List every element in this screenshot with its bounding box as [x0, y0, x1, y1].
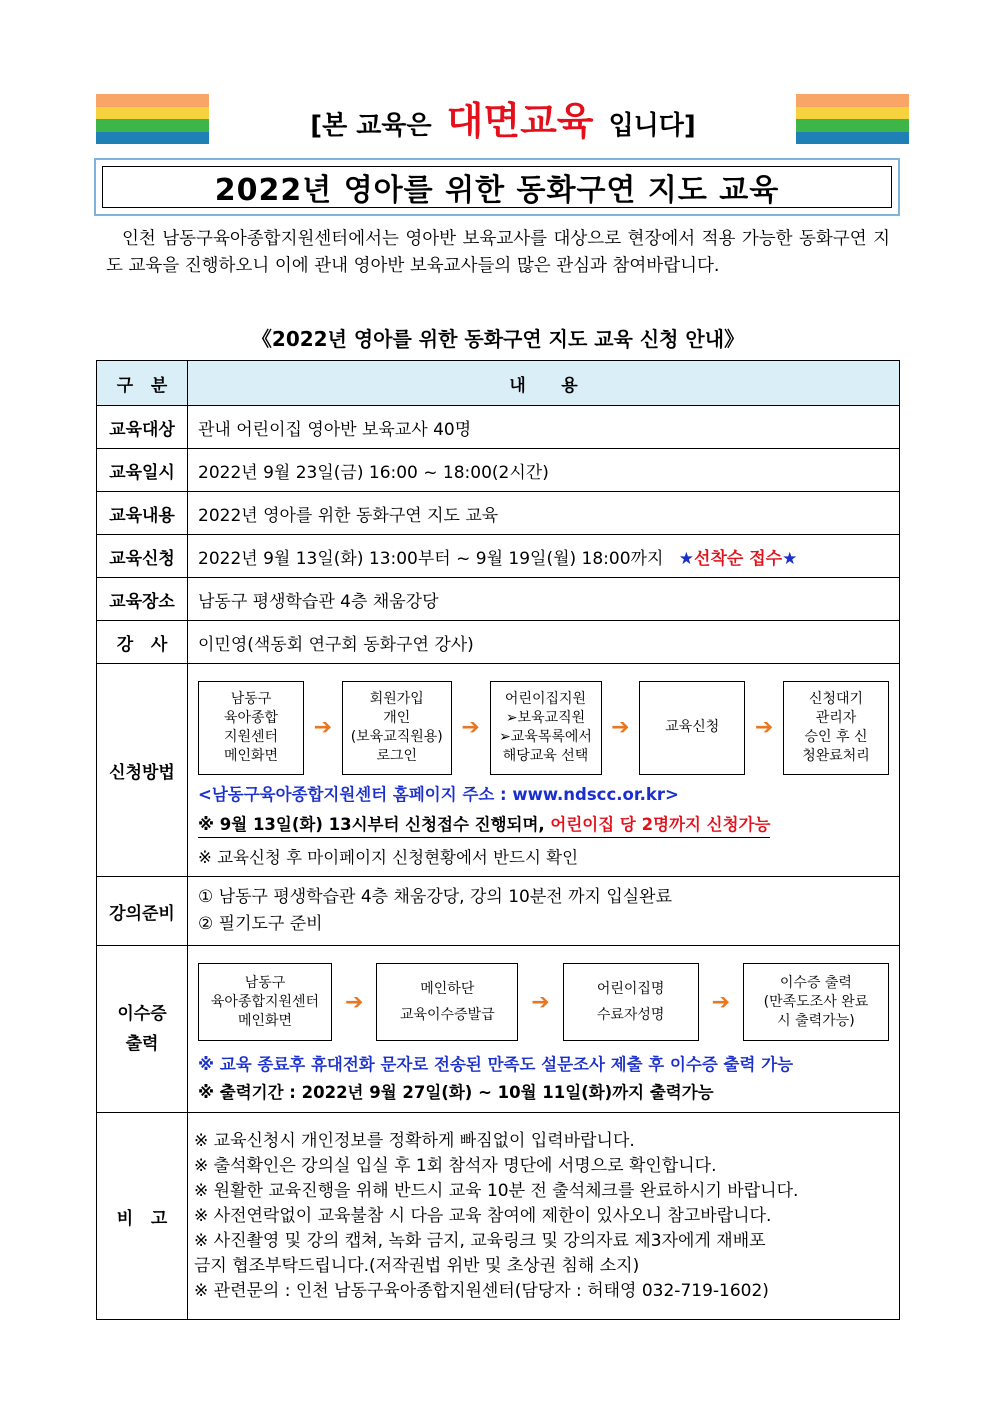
row-value-method	[188, 664, 900, 877]
first-come-badge: 선착순 접수	[694, 548, 783, 569]
header-content: 내 용	[188, 361, 900, 406]
remark-item: 금지 협조부탁드립니다.(저작권법 위반 및 초상권 침해 소지)	[194, 1255, 640, 1276]
table-row	[97, 449, 900, 492]
apply-flow	[198, 681, 889, 775]
table-row	[97, 578, 900, 621]
title-box	[94, 158, 900, 216]
apply-period: 2022년 9월 13일(화) 13:00부터 ~ 9월 19일(월) 18:00까지	[198, 548, 664, 569]
flow-step: 회원가입 개인 (보육교직원용) 로그인	[342, 681, 452, 775]
row-value-date: 2022년 9월 23일(금) 16:00 ~ 18:00(2시간)	[188, 449, 900, 492]
row-value-lecturer: 이민영(색동회 연구회 동화구연 강사)	[188, 621, 900, 664]
arrow-right-icon: ➔	[313, 715, 333, 740]
row-value-prep	[188, 877, 900, 946]
table-row	[97, 406, 900, 449]
remark-item: ※ 출석확인은 강의실 입실 후 1회 참석자 명단에 서명으로 확인합니다.	[194, 1155, 717, 1176]
table-row	[97, 946, 900, 1113]
apply-notice: ※ 9월 13일(화) 13시부터 신청접수 진행되며, 어린이집 당 2명까지 신청가능	[198, 811, 770, 838]
arrow-right-icon: ➔	[531, 989, 550, 1015]
cert-flow	[198, 963, 889, 1041]
row-value-place: 남동구 평생학습관 4층 채움강당	[188, 578, 900, 621]
table-row	[97, 664, 900, 877]
star-icon: ★	[678, 548, 695, 569]
face-to-face-banner	[210, 96, 796, 151]
arrow-right-icon: ➔	[711, 989, 730, 1015]
arrow-right-icon: ➔	[611, 715, 630, 740]
remark-item: ※ 교육신청시 개인정보를 정확하게 빠짐없이 입력바랍니다.	[194, 1130, 635, 1151]
row-label-method: 신청방법	[97, 664, 188, 877]
row-value-remarks	[188, 1113, 900, 1320]
table-header-row	[97, 361, 900, 406]
table-row	[97, 1113, 900, 1320]
decorative-stripes-right	[796, 94, 909, 144]
table-row	[97, 621, 900, 664]
row-value-content: 2022년 영아를 위한 동화구연 지도 교육	[188, 492, 900, 535]
arrow-right-icon: ➔	[461, 715, 480, 740]
info-table	[96, 360, 900, 1320]
table-row	[97, 492, 900, 535]
row-label-lecturer: 강 사	[97, 621, 188, 664]
row-value-target: 관내 어린이집 영아반 보육교사 40명	[188, 406, 900, 449]
flow-step: 교육신청	[639, 681, 745, 775]
cert-period-note: ※ 출력기간 : 2022년 9월 27일(화) ~ 10월 11일(화)까지 출력가능	[198, 1083, 714, 1102]
prep-item: ② 필기도구 준비	[198, 914, 323, 934]
remark-item: ※ 사진촬영 및 강의 캡쳐, 녹화 금지, 교육링크 및 강의자료 제3자에게 재배포	[194, 1230, 766, 1251]
flow-step: 어린이집지원 ➢보육교직원 ➢교육목록에서 해당교육 선택	[490, 681, 602, 775]
intro-paragraph	[106, 226, 890, 280]
row-label-remarks: 비 고	[97, 1113, 188, 1320]
row-value-cert	[188, 946, 900, 1113]
star-icon: ★	[782, 548, 798, 569]
header-category: 구 분	[97, 361, 188, 406]
remark-item: ※ 관련문의 : 인천 남동구육아종합지원센터(담당자 : 허태영 032-719-1602)	[194, 1280, 769, 1301]
flow-step: 신청대기 관리자 승인 후 신 청완료처리	[783, 681, 889, 775]
row-label-target: 교육대상	[97, 406, 188, 449]
row-value-apply	[188, 535, 900, 578]
section-subtitle: 《2022년 영아를 위한 동화구연 지도 교육 신청 안내》	[251, 327, 745, 351]
homepage-address: <남동구육아종합지원센터 홈페이지 주소 : www.ndscc.or.kr>	[198, 784, 679, 804]
decorative-stripes-left	[96, 94, 209, 144]
arrow-right-icon: ➔	[754, 715, 774, 740]
banner-suffix: 입니다]	[608, 111, 696, 141]
flow-step: 남동구 육아종합 지원센터 메인화면	[198, 681, 304, 775]
banner-highlight: 대면교육	[446, 99, 594, 143]
flow-step: 이수증 출력 (만족도조사 완료 시 출력가능)	[743, 963, 889, 1041]
row-label-date: 교육일시	[97, 449, 188, 492]
banner-prefix: [본 교육은	[310, 111, 432, 141]
remark-item: ※ 원활한 교육진행을 위해 반드시 교육 10분 전 출석체크를 완료하시기 바랍니다.	[194, 1180, 799, 1201]
cert-survey-note: ※ 교육 종료후 휴대전화 문자로 전송된 만족도 설문조사 제출 후 이수증 출력 가능	[198, 1055, 794, 1074]
row-label-cert: 이수증 출력	[97, 946, 188, 1113]
flow-step: 메인하단 교육이수증발급	[376, 963, 518, 1041]
row-label-apply: 교육신청	[97, 535, 188, 578]
flow-step: 남동구 육아종합지원센터 메인화면	[198, 963, 332, 1041]
flow-step: 어린이집명 수료자성명	[563, 963, 699, 1041]
apply-notice-check: ※ 교육신청 후 마이페이지 신청현황에서 반드시 확인	[198, 847, 579, 867]
remark-item: ※ 사전연락없이 교육불참 시 다음 교육 참여에 제한이 있사오니 참고바랍니다.	[194, 1205, 772, 1226]
arrow-right-icon: ➔	[344, 989, 364, 1015]
intro-text: 인천 남동구육아종합지원센터에서는 영아반 보육교사를 대상으로 현장에서 적용 가능한 동화구연 지도 교육을 진행하오니 이에 관내 영아반 보육교사들의 많은 관심과 참여바랍니다.	[106, 229, 890, 276]
prep-item: ① 남동구 평생학습관 4층 채움강당, 강의 10분전 까지 입실완료	[198, 887, 673, 907]
table-row	[97, 535, 900, 578]
page-title: 2022년 영아를 위한 동화구연 지도 교육	[102, 166, 892, 208]
row-label-content: 교육내용	[97, 492, 188, 535]
row-label-place: 교육장소	[97, 578, 188, 621]
row-label-prep: 강의준비	[97, 877, 188, 946]
table-row	[97, 877, 900, 946]
